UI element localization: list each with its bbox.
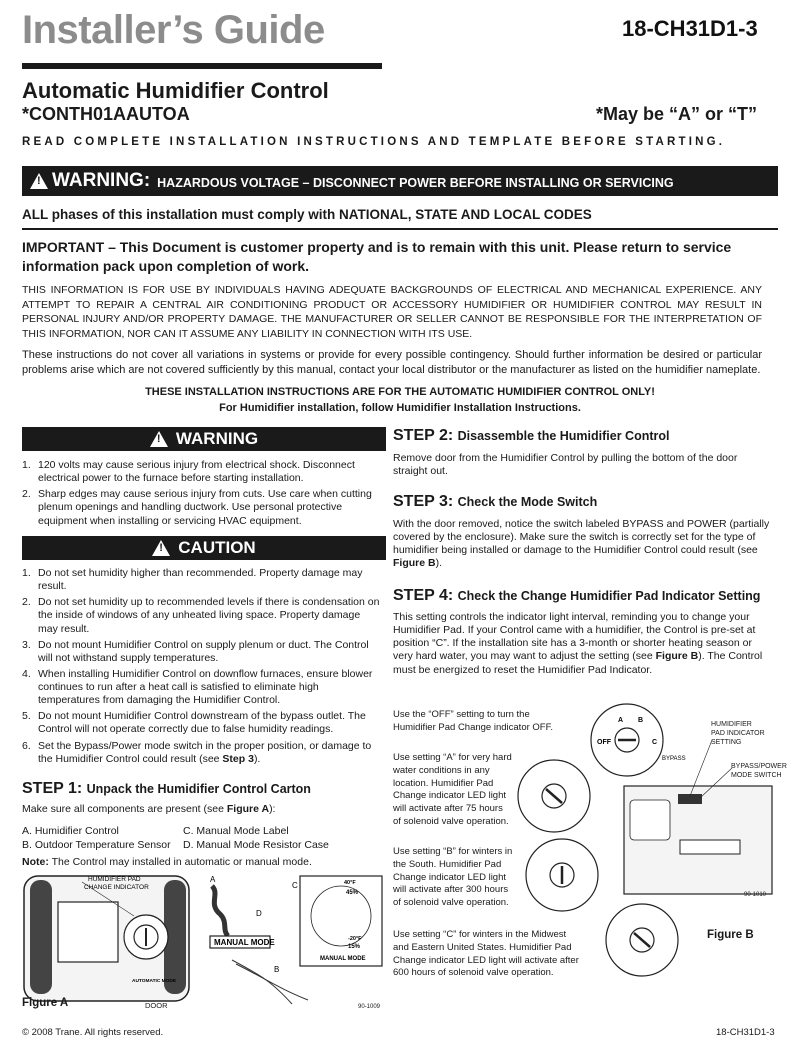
item-text: Sharp edges may cause serious injury from cuts. Use care when cutting plenum openings and handling ductwork. Use personal protective equipment when installing or servicing HVAC equipment.: [38, 488, 372, 527]
letter-a: A: [210, 875, 216, 884]
item-text: Set the Bypass/Power mode switch in the proper position, or damage to the Humidifier Control could result (see: [38, 739, 372, 765]
figure-reference: Figure B: [655, 650, 699, 663]
outdoor-temperature-sensor: [232, 960, 308, 1004]
step1-heading: [22, 780, 311, 798]
bypass-switch-callout: [731, 762, 787, 780]
manual-mode-label: [300, 876, 382, 966]
letter-c: C: [292, 881, 298, 890]
dial-c-label: C: [652, 739, 658, 746]
letter-d: D: [256, 909, 262, 918]
warning-box-title: WARNING: [175, 429, 259, 448]
bypass-word: BYPASS: [662, 756, 686, 762]
item-number: 3.: [22, 638, 31, 651]
item-text: When installing Humidifier Control on downflow furnaces, ensure blower continues to run after a heat call is satisfied to eliminate high temperatures from damaging the Humidifier Control.: [38, 667, 373, 707]
item-number: 2.: [22, 596, 31, 609]
text: ).: [435, 557, 443, 570]
step-label: STEP 2:: [393, 427, 454, 444]
manual-mode-label-text: MANUAL MODE: [320, 956, 366, 962]
text: ):: [269, 803, 276, 815]
scope-subheading: For Humidifier installation, follow Humidifier Installation Instructions.: [219, 402, 581, 414]
figure-b-code: 90-1010: [744, 892, 767, 898]
list-item: [22, 488, 382, 527]
warning-icon: [150, 431, 168, 447]
divider: [22, 228, 778, 230]
pct-low: 15%: [348, 944, 361, 950]
component-a: A. Humidifier Control: [22, 825, 119, 837]
pad-indicator-callout: [711, 720, 765, 747]
item-number: 2.: [22, 488, 31, 501]
item-number: 1.: [22, 567, 31, 579]
instructions-scope: These instructions do not cover all variations in systems or provide for every possible contingency. Should further information be desired or particular problems arise which are not covered sufficiently by this manual, contact your local distributor or the manufacturer as listed on the humidifier nameplate.: [22, 349, 762, 377]
title-rule: [22, 63, 382, 69]
step1-text: [22, 803, 275, 815]
list-item: [22, 596, 382, 635]
step-title: Unpack the Humidifier Control Carton: [86, 782, 311, 796]
model-number: *CONTH01AAUTOA: [22, 104, 190, 124]
figure-b-label: Figure B: [707, 929, 754, 941]
step3-text: [393, 518, 771, 571]
callout-line: PAD INDICATOR: [711, 730, 765, 738]
text: ). The Control must be energized to reset the Humidifier Pad Indicator.: [393, 650, 763, 676]
letter-b: B: [274, 965, 280, 974]
figure-reference: Figure A: [226, 803, 270, 815]
step4-text: [393, 611, 773, 677]
step-title: Check the Change Humidifier Pad Indicator Setting: [457, 589, 761, 603]
figure-a-code: 90-1009: [358, 1004, 381, 1010]
b-setting-text: Use setting “B” for winters in the South. Humidifier Pad Change indicator LED light will activate after 300 hours of solenoid valve operation.: [393, 846, 513, 909]
component-b: B. Outdoor Temperature Sensor: [22, 839, 171, 851]
model-note: *May be “A” or “T”: [596, 104, 758, 124]
item-number: 1.: [22, 459, 31, 471]
component-d: D. Manual Mode Resistor Case: [183, 839, 329, 851]
a-setting-text: Use setting “A” for very hard water conditions in any location. Humidifier Pad Change indicator LED light will activate after 75 hours of solenoid valve operation.: [393, 752, 512, 828]
callout-line: MODE SWITCH: [731, 772, 782, 780]
temp-high: 40°F: [344, 880, 356, 886]
manual-mode-resistor: [210, 886, 275, 948]
dial-off-label: OFF: [597, 739, 611, 746]
step3-heading: [393, 493, 597, 511]
step-label: STEP 3:: [393, 493, 454, 510]
text: With the door removed, notice the switch labeled BYPASS and POWER (partially covered by the enclosure). Make sure the switch is correctly set for the type of humidifier being installed or damage to the Humidifier Control could result (see: [393, 518, 770, 557]
text: This setting controls the indicator light interval, reminding you to change your Humidifier Pad. If your Control came with a humidifier, the Control is pre-set at position “C”. If the installation site has a 3-month or shorter heating season or very hard water, you may want to adjust the setting (see: [393, 611, 756, 663]
list-item: [22, 710, 382, 736]
note-label: Note:: [22, 856, 49, 868]
manual-mode-tag: MANUAL MODE: [214, 938, 275, 947]
list-item: [22, 740, 382, 766]
callout-line: SETTING: [711, 739, 742, 747]
step4-heading: [393, 587, 760, 605]
caution-box-title: CAUTION: [178, 538, 256, 557]
callout-pad: HUMIDIFIER PAD: [88, 876, 141, 883]
figure-reference: Figure B: [393, 557, 436, 570]
item-text: Do not mount Humidifier Control on supply plenum or duct. The Control will not withstand supply temperatures.: [38, 638, 369, 664]
figure-a-illustration: [22, 872, 384, 1012]
callout-indicator: CHANGE INDICATOR: [84, 884, 149, 891]
read-complete-notice: READ COMPLETE INSTALLATION INSTRUCTIONS AND TEMPLATE BEFORE STARTING.: [22, 136, 726, 148]
warning-word: WARNING:: [52, 170, 151, 191]
step-reference: Step 3: [222, 752, 254, 765]
footer-doc-number: 18-CH31D1-3: [716, 1027, 775, 1038]
caution-box-header: [22, 536, 386, 560]
step-title: Check the Mode Switch: [457, 495, 598, 509]
item-number: 6.: [22, 739, 31, 752]
footer-copyright: © 2008 Trane. All rights reserved.: [22, 1027, 164, 1038]
item-text: Do not mount Humidifier Control downstream of the bypass outlet. The Control will not operate correctly due to false humidity readings.: [38, 710, 366, 736]
step-label: STEP 4:: [393, 587, 454, 604]
step1-note: [22, 856, 312, 868]
doc-number: 18-CH31D1-3: [622, 16, 758, 41]
step-title: Disassemble the Humidifier Control: [457, 429, 670, 443]
callout-line: HUMIDIFIER: [711, 721, 752, 728]
list-item: [22, 567, 382, 593]
off-setting-text: Use the “OFF” setting to turn the Humidifier Pad Change indicator OFF.: [393, 709, 553, 733]
list-item: [22, 668, 382, 707]
codes-compliance: ALL phases of this installation must comply with NATIONAL, STATE AND LOCAL CODES: [22, 207, 592, 222]
dial-c-setting: [606, 904, 678, 976]
item-text: Do not set humidity up to recommended levels if there is condensation on the inside of windows of any unheated living space. Property damage may result.: [38, 596, 380, 635]
product-title: Automatic Humidifier Control: [22, 78, 329, 103]
figure-a-label: Figure A: [22, 997, 69, 1009]
text: Make sure all components are present (see: [22, 803, 227, 815]
auto-mode-text: AUTOMATIC MODE: [132, 979, 177, 984]
list-item: [22, 459, 382, 485]
note-text: The Control may installed in automatic or manual mode.: [51, 856, 312, 868]
warning-text: HAZARDOUS VOLTAGE – DISCONNECT POWER BEFORE INSTALLING OR SERVICING: [157, 175, 674, 190]
pct-high: 45%: [346, 890, 359, 896]
c-setting-text: Use setting “C” for winters in the Midwest and Eastern United States. Humidifier Pad Change indicator LED light will activate after 600 hours of solenoid valve operation.: [393, 929, 579, 979]
item-text: 120 volts may cause serious injury from electrical shock. Disconnect electrical power to the furnace before starting installation.: [38, 459, 355, 485]
hazard-warning-banner: [22, 166, 778, 196]
callout-line: BYPASS/POWER: [731, 763, 787, 770]
scope-heading: THESE INSTALLATION INSTRUCTIONS ARE FOR THE AUTOMATIC HUMIDIFIER CONTROL ONLY!: [145, 386, 655, 398]
door-label: DOOR: [145, 1001, 168, 1010]
component-c: C. Manual Mode Label: [183, 825, 289, 837]
item-text: Do not set humidity higher than recommended. Property damage may result.: [38, 567, 363, 593]
warning-box-header: [22, 427, 386, 451]
guide-title: Installer’s Guide: [22, 8, 325, 52]
step2-text: Remove door from the Humidifier Control by pulling the bottom of the door straight out.: [393, 452, 738, 478]
item-text: ).: [253, 752, 261, 765]
step-label: STEP 1:: [22, 780, 83, 797]
dial-b-setting: [526, 839, 598, 911]
caution-list: [22, 567, 382, 769]
important-notice: IMPORTANT – This Document is customer property and is to remain with this unit. Please return to service information pack upon completion of work.: [22, 239, 732, 274]
item-number: 5.: [22, 710, 31, 723]
warning-icon: [30, 173, 48, 189]
dial-b-label: B: [638, 717, 644, 724]
dial-a-setting: [518, 760, 590, 832]
item-number: 4.: [22, 667, 31, 680]
list-item: [22, 639, 382, 665]
warning-list: [22, 459, 382, 531]
step2-heading: [393, 427, 669, 445]
temp-low: -20°F: [348, 936, 362, 942]
dial-a-label: A: [618, 717, 624, 724]
liability-disclaimer: THIS INFORMATION IS FOR USE BY INDIVIDUALS HAVING ADEQUATE BACKGROUNDS OF ELECTRICAL AND MECHANICAL EXPERIENCE. ANY ATTEMPT TO REPAIR A CENTRAL AIR CONDITIONING PRODUCT OR ACCESSORY HUMIDIFIER OR HUMIDIFIER CONTROL MAY RESULT IN PERSONAL INJURY AND/OR PROPERTY DAMAGE. THE MANUFACTURER OR SELLER CANNOT BE RESPONSIBLE FOR THE INTERPRETATION OF THIS INFORMATION, NOR CAN IT ASSUME ANY LIABILITY IN CONNECTION WITH ITS USE.: [22, 284, 762, 341]
caution-icon: [152, 540, 170, 556]
